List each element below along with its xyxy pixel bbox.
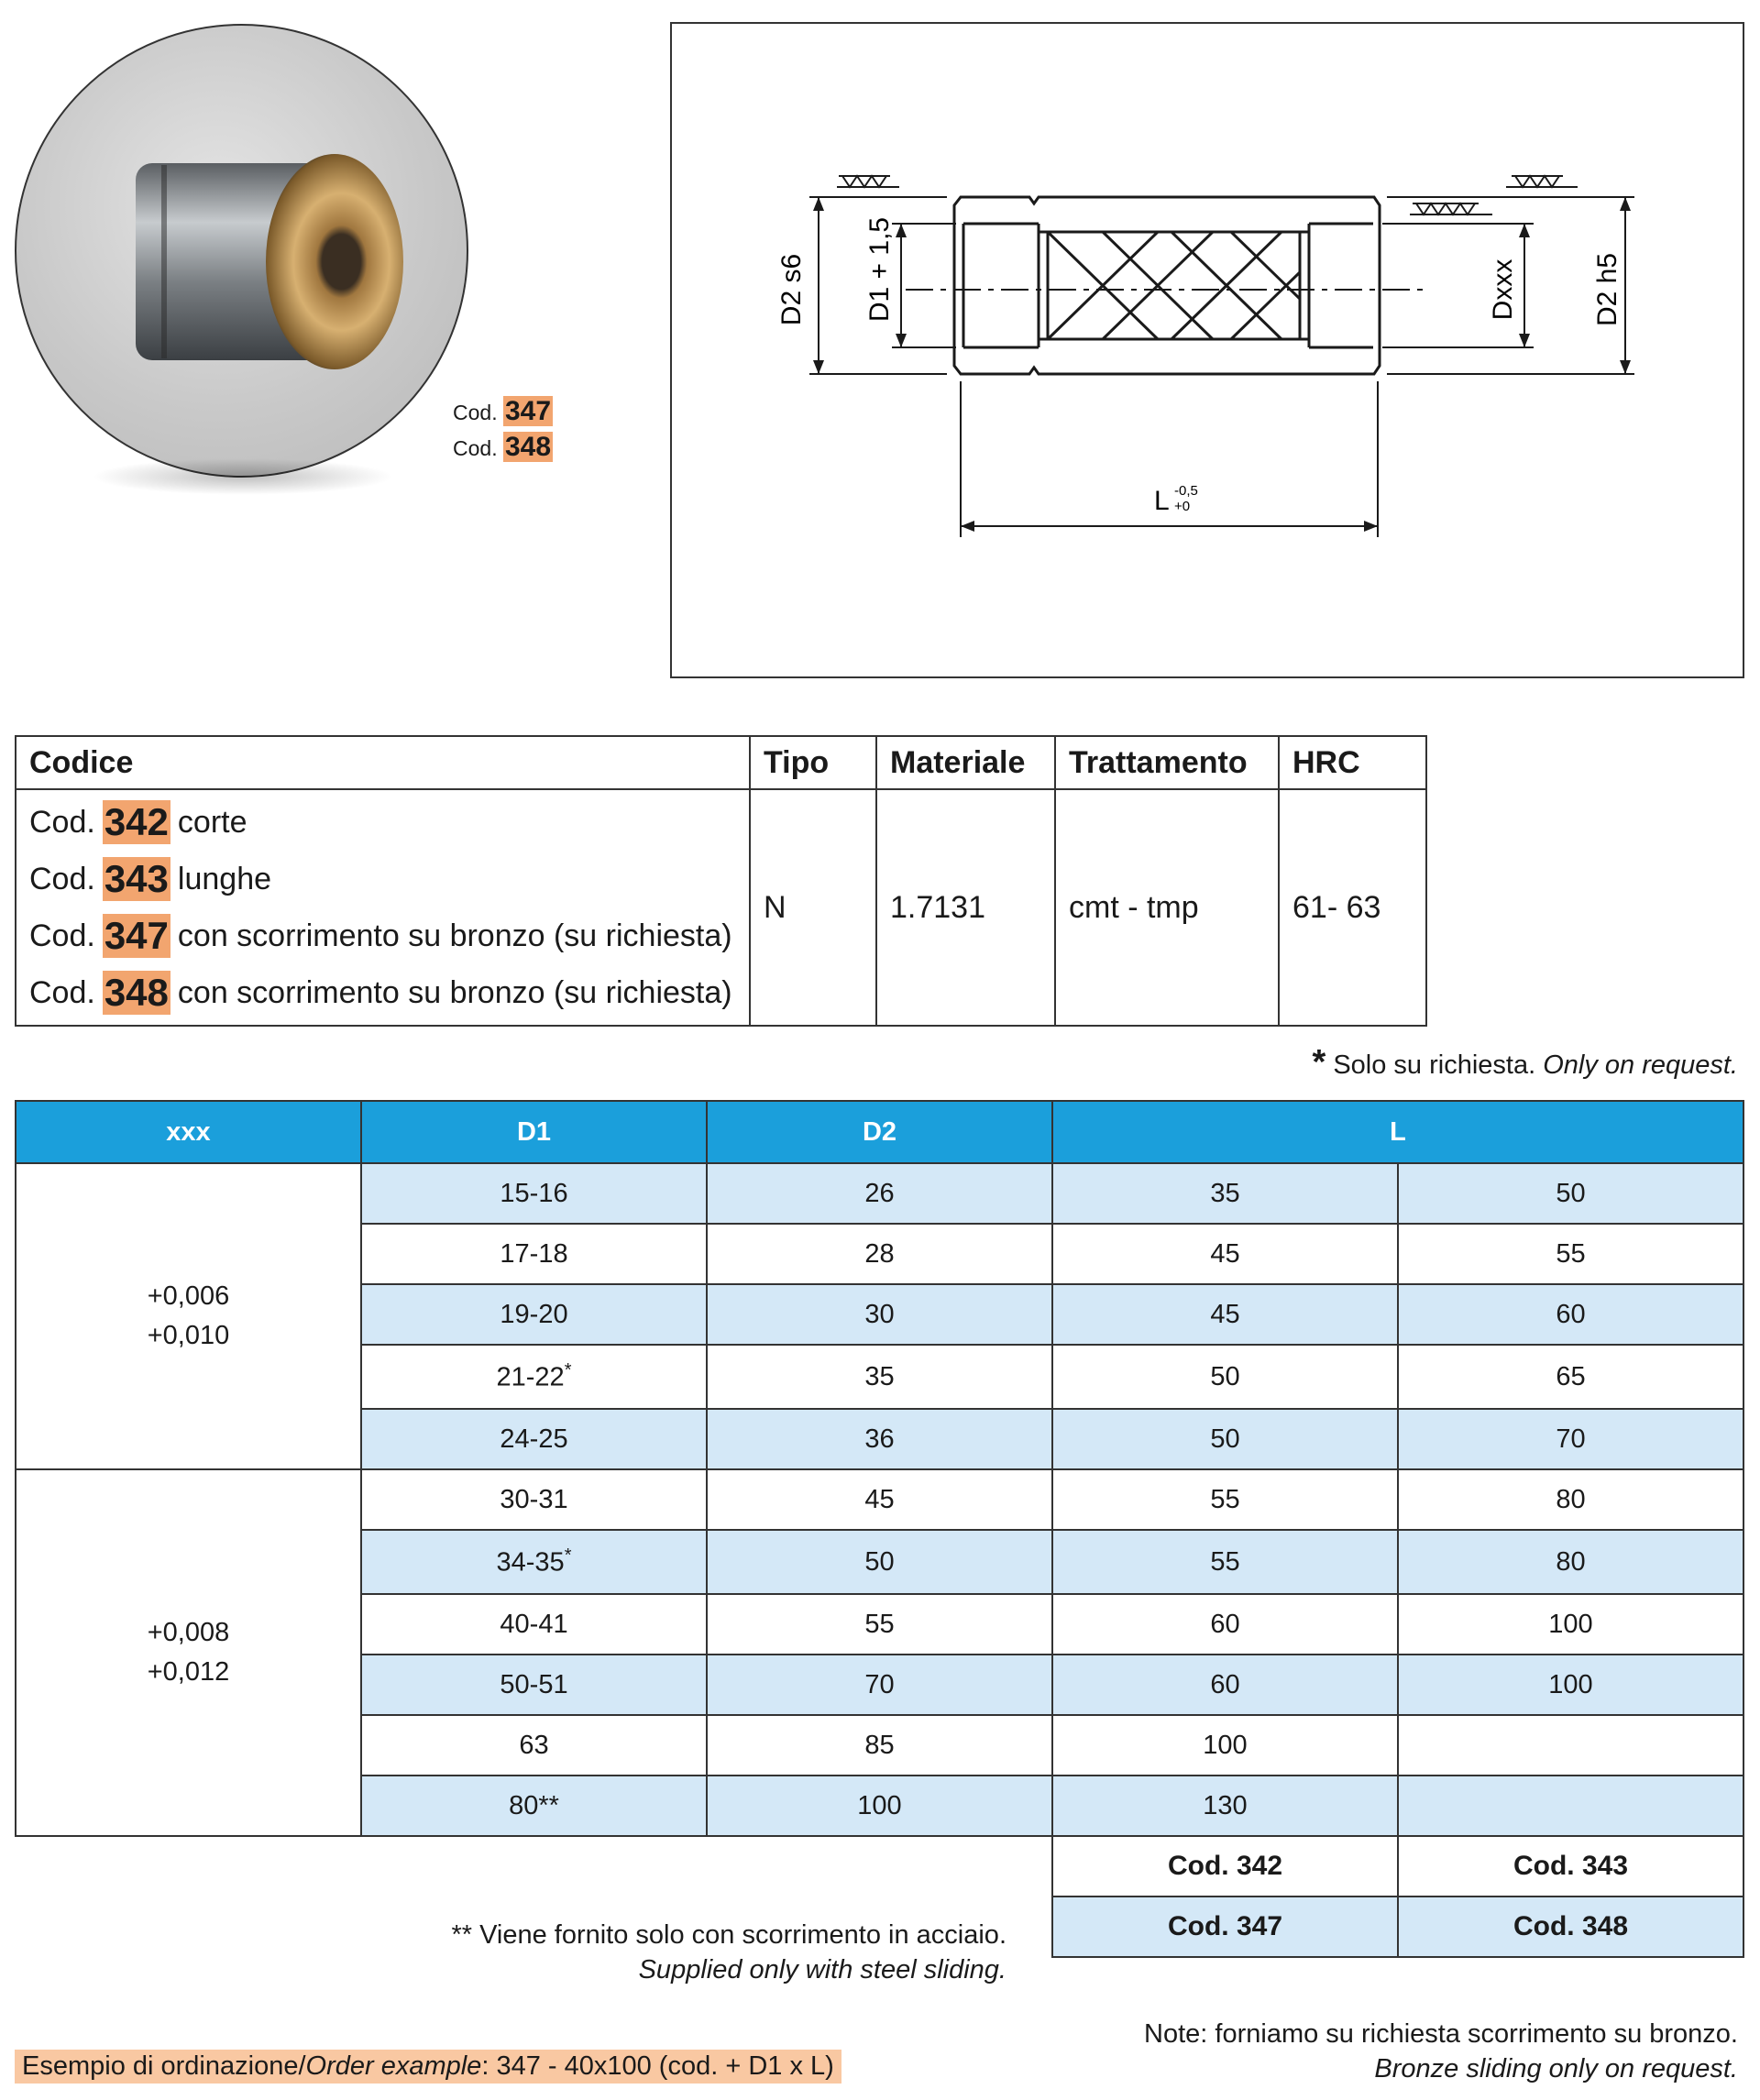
cell-d1 — [361, 1224, 707, 1284]
spec-data-row — [16, 789, 1426, 1026]
d1-value: 21-22 — [496, 1362, 565, 1392]
d1-value: 30-31 — [500, 1484, 568, 1514]
cell-d2: 70 — [707, 1655, 1052, 1715]
header-hrc: HRC — [1279, 736, 1426, 789]
dim-l-tol-lower: +0 — [1174, 499, 1191, 514]
cell-d1 — [361, 1594, 707, 1655]
badge-code: 347 — [504, 396, 552, 426]
spec-code-line — [29, 851, 749, 907]
cell-l1: 60 — [1052, 1655, 1398, 1715]
tolerance-lower: +0,010 — [147, 1321, 230, 1350]
note-it: Note: forniamo su richiesta scorrimento su bronzo. — [1144, 2019, 1738, 2049]
cell-d2: 50 — [707, 1530, 1052, 1594]
dim-l: L — [1154, 486, 1170, 516]
code-desc: con scorrimento su bronzo (su richiesta) — [177, 974, 732, 1010]
cell-l1: 45 — [1052, 1284, 1398, 1345]
cell-l2: 100 — [1398, 1655, 1744, 1715]
blank-cell — [16, 1836, 1052, 1897]
header-codice: Codice — [16, 736, 750, 789]
spec-codes-cell — [16, 789, 750, 1026]
d1-value: 40-41 — [500, 1609, 568, 1639]
badge-prefix: Cod. — [453, 401, 498, 424]
spec-code-line — [29, 907, 749, 964]
dim-d2-s6: D2 s6 — [776, 253, 807, 326]
spec-hrc: 61- 63 — [1279, 789, 1426, 1026]
cell-l2: 70 — [1398, 1409, 1744, 1469]
spec-code-line — [29, 794, 749, 851]
cell-d2: 85 — [707, 1715, 1052, 1776]
dim-d2-h5: D2 h5 — [1592, 252, 1622, 327]
header-d2: D2 — [707, 1101, 1052, 1163]
code-prefix: Cod. — [29, 918, 95, 953]
cell-l2: 65 — [1398, 1345, 1744, 1409]
request-star: * — [1312, 1043, 1326, 1082]
cell-d2: 26 — [707, 1163, 1052, 1224]
d1-value: 17-18 — [500, 1238, 568, 1269]
d1-value: 80** — [509, 1790, 559, 1820]
cell-l2 — [1398, 1776, 1744, 1836]
code-desc: lunghe — [177, 861, 272, 896]
bushing-groove — [161, 165, 167, 358]
header-tipo: Tipo — [750, 736, 876, 789]
code-prefix: Cod. — [29, 861, 95, 896]
code-row — [16, 1836, 1744, 1897]
cell-d1 — [361, 1469, 707, 1530]
cell-l1: 35 — [1052, 1163, 1398, 1224]
code-cell: Cod. 348 — [1398, 1897, 1744, 1957]
cell-d1 — [361, 1655, 707, 1715]
spec-table — [15, 735, 1427, 1027]
footnote-en: Supplied only with steel sliding. — [638, 1955, 1006, 1985]
badge-347 — [453, 394, 553, 430]
cell-l1: 50 — [1052, 1345, 1398, 1409]
cell-d1 — [361, 1715, 707, 1776]
cell-d2: 100 — [707, 1776, 1052, 1836]
header-d1: D1 — [361, 1101, 707, 1163]
cell-d1 — [361, 1409, 707, 1469]
table-row — [16, 1163, 1744, 1224]
cell-l2: 55 — [1398, 1224, 1744, 1284]
cell-d1 — [361, 1530, 707, 1594]
cell-l1: 50 — [1052, 1409, 1398, 1469]
code-cell: Cod. 347 — [1052, 1897, 1398, 1957]
request-note-en: Only on request. — [1543, 1050, 1738, 1080]
d1-value: 63 — [519, 1730, 549, 1760]
tolerance-group-2 — [16, 1469, 361, 1836]
cell-d2: 55 — [707, 1594, 1052, 1655]
cell-l2: 100 — [1398, 1594, 1744, 1655]
header-l: L — [1052, 1101, 1744, 1163]
order-example — [15, 2050, 842, 2084]
code-number: 347 — [104, 914, 169, 957]
cell-l1: 100 — [1052, 1715, 1398, 1776]
code-number: 343 — [104, 857, 169, 900]
code-prefix: Cod. — [29, 974, 95, 1010]
order-it: Esempio di ordinazione/ — [22, 2051, 306, 2081]
header-trattamento: Trattamento — [1055, 736, 1279, 789]
spec-code-line — [29, 964, 749, 1021]
d1-mark: * — [564, 1360, 572, 1381]
tolerance-upper: +0,008 — [147, 1618, 230, 1647]
bronze-note — [1144, 2017, 1738, 2086]
header-materiale: Materiale — [876, 736, 1055, 789]
tolerance-group-1 — [16, 1163, 361, 1469]
request-note-it: Solo su richiesta. — [1333, 1050, 1536, 1080]
cell-l1: 45 — [1052, 1224, 1398, 1284]
cell-d2: 45 — [707, 1469, 1052, 1530]
drawing-svg — [672, 24, 1743, 676]
code-badges — [453, 394, 553, 466]
cell-l2: 60 — [1398, 1284, 1744, 1345]
cell-l1: 130 — [1052, 1776, 1398, 1836]
cell-d1 — [361, 1284, 707, 1345]
spec-header-row — [16, 736, 1426, 789]
cell-l1: 60 — [1052, 1594, 1398, 1655]
badge-prefix: Cod. — [453, 436, 498, 460]
d1-mark: * — [564, 1545, 572, 1567]
cell-d2: 35 — [707, 1345, 1052, 1409]
technical-drawing — [670, 22, 1744, 678]
cell-d1 — [361, 1345, 707, 1409]
code-number: 342 — [104, 800, 169, 843]
request-note — [1312, 1043, 1738, 1083]
tolerance-upper: +0,006 — [147, 1281, 230, 1311]
header-xxx: xxx — [16, 1101, 361, 1163]
cell-l2: 80 — [1398, 1469, 1744, 1530]
dimensions-header-row — [16, 1101, 1744, 1163]
dimensions-table — [15, 1100, 1744, 1958]
cell-d1 — [361, 1776, 707, 1836]
badge-348 — [453, 430, 553, 466]
code-cell: Cod. 343 — [1398, 1836, 1744, 1897]
order-value: : 347 - 40x100 (cod. + D1 x L) — [481, 2051, 834, 2081]
cell-l1: 55 — [1052, 1469, 1398, 1530]
cell-l2 — [1398, 1715, 1744, 1776]
spec-materiale: 1.7131 — [876, 789, 1055, 1026]
spec-tipo: N — [750, 789, 876, 1026]
badge-code: 348 — [504, 432, 552, 462]
code-prefix: Cod. — [29, 804, 95, 840]
tolerance-lower: +0,012 — [147, 1657, 230, 1687]
table-row — [16, 1469, 1744, 1530]
cell-l1: 55 — [1052, 1530, 1398, 1594]
product-photo — [15, 24, 468, 478]
dim-l-tol-upper: -0,5 — [1174, 483, 1198, 499]
cell-l2: 80 — [1398, 1530, 1744, 1594]
cell-d2: 28 — [707, 1224, 1052, 1284]
note-en: Bronze sliding only on request. — [1374, 2054, 1738, 2084]
d1-value: 15-16 — [500, 1178, 568, 1208]
bushing-bronze-face — [266, 154, 403, 369]
footnote-it: ** Viene fornito solo con scorrimento in acciaio. — [451, 1920, 1006, 1950]
d1-value: 50-51 — [500, 1669, 568, 1699]
code-desc: con scorrimento su bronzo (su richiesta) — [177, 918, 732, 953]
code-desc: corte — [177, 804, 248, 840]
code-number: 348 — [104, 971, 169, 1014]
cell-l2: 50 — [1398, 1163, 1744, 1224]
cell-d2: 36 — [707, 1409, 1052, 1469]
cell-d1 — [361, 1163, 707, 1224]
code-cell: Cod. 342 — [1052, 1836, 1398, 1897]
d1-value: 34-35 — [496, 1547, 565, 1578]
photo-shadow — [92, 458, 394, 495]
spec-trattamento: cmt - tmp — [1055, 789, 1279, 1026]
d1-value: 19-20 — [500, 1299, 568, 1329]
dim-dxxx: Dxxx — [1488, 258, 1518, 321]
dim-d1: D1 + 1,5 — [864, 216, 895, 323]
d1-value: 24-25 — [500, 1424, 568, 1454]
cell-d2: 30 — [707, 1284, 1052, 1345]
order-en: Order example — [305, 2051, 482, 2081]
footnote — [451, 1918, 1006, 1987]
